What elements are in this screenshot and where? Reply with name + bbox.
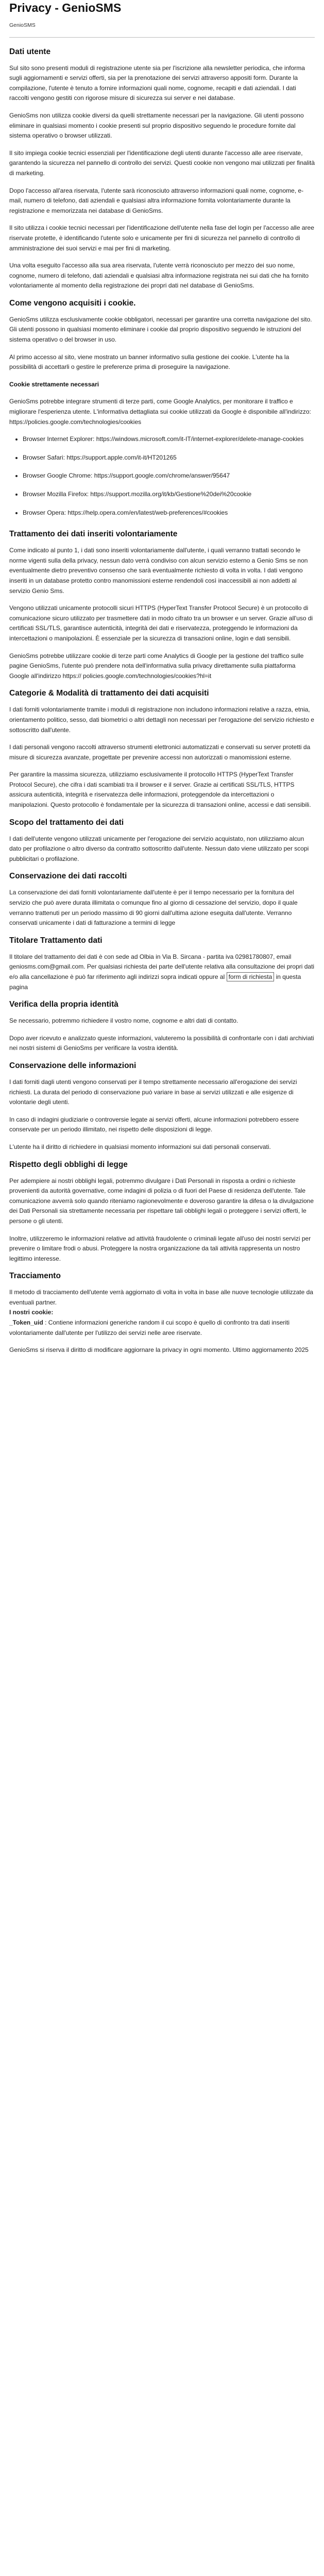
paragraph: Sul sito sono presenti moduli di registrazione utente sia per l'iscrizione alla newsletter periodica, che informa sugli aggiornamenti e servizi offerti, sia per la prenotazione dei servizi attraverso appositi form. Durante la compilazione, l'utente è tenuto a fornire informazioni quali nome, cognome, recapiti e dati aziendali. I dati raccolti vengono gestiti con rigorose misure di sicurezza sui server e nei database. (9, 64, 305, 102)
paragraph: Dopo aver ricevuto e analizzato queste informazioni, valuteremo la possibilità di confrontarle con i dati archiviati nei nostri sistemi di GenioSms per verificare la vostra identità. (9, 1034, 314, 1052)
tracciamento-text: Il metodo di tracciamento dell'utente verrà aggiornato di volta in volta in base alle nuove tecnologie utilizzate da eventuali partner. (9, 1289, 313, 1306)
section-verifica (9, 999, 315, 1054)
section-heading: Rispetto degli obblighi di legge (9, 1160, 128, 1169)
paragraph: In caso di indagini giudiziarie o controversie legate ai servizi offerti, alcune informazioni potrebbero essere conservate per un periodo illimitato, nei rispetto delle disposizioni di legge. (9, 1115, 299, 1133)
paragraph: Al primo accesso al sito, viene mostrato un banner informativo sulla gestione dei cookie. L'utente ha la possibilità di accettarli o gestire le preferenze prima di proseguire la navigazione. (9, 353, 289, 371)
section-heading: Conservazione delle informazioni (9, 1061, 137, 1070)
section-heading: Conservazione dei dati raccolti (9, 872, 127, 881)
browser-links-list (9, 434, 315, 518)
header-divider (9, 37, 315, 38)
paragraph (9, 952, 315, 992)
page-title: Privacy - GenioSMS (9, 1, 122, 14)
paragraph: Se necessario, potremmo richiedere il vostro nome, cognome e altri dati di contatto. (9, 1017, 238, 1025)
paragraph: GenioSms potrebbe integrare strumenti di terze parti, come Google Analytics, per monitorare il traffico e migliorare l'esperienza utente. L'informativa dettagliata sui cookie utilizzati da Google è disponibile all'indirizzo: https://policies.google.com/technologies/cookies (9, 398, 311, 426)
token-label: _Token_uid (9, 1319, 43, 1327)
paragraph: La conservazione dei dati forniti volontariamente dall'utente è per il tempo necessario per la fornitura del servizio che può avere durata illimitata o comunque fino al giorno di cessazione del servizio, dopo il quale verranno trattenuti per un periodo massimo di 90 giorni dall'ultima azione eseguita dall'utente. Verranno conservati unicamente i dati di fatturazione a termini di legge (9, 889, 298, 927)
paragraph: I dati forniti dagli utenti vengono conservati per il tempo strettamente necessario all'erogazione dei servizi richiesti. La durata del periodo di conservazione può variare in base ai servizi utilizzati e alle esigenze di volontarie degli utenti. (9, 1078, 297, 1106)
section-heading: Categorie & Modalità di trattamento dei dati acquisiti (9, 689, 209, 698)
section-obblighi (9, 1160, 315, 1264)
section-trattamento (9, 529, 315, 681)
section-heading: Titolare Trattamento dati (9, 936, 103, 945)
browser-link-firefox[interactable]: • Browser Mozilla Firefox: https://support.mozilla.org/it/kb/Gestione%20dei%20cookie (23, 489, 315, 500)
paragraph: L'utente ha il diritto di richiedere in qualsiasi momento informazioni sui dati personali conservati. (9, 1143, 271, 1150)
paragraph: Per garantire la massima sicurezza, utilizziamo esclusivamente il protocollo HTTPS (HyperText Transfer Protocol Secure), che cifra i dati scambiati tra il browser e il server. Grazie ai certificati SSL/TLS, HTTPS assicura autenticità, integrità e riservatezza delle informazioni, proteggendole da intercettazioni o manipolazioni. Questo protocollo è fondamentale per la sicurezza di transazioni online, accessi e dati sensibili. (9, 771, 311, 809)
section-heading: Dati utente (9, 47, 51, 56)
brand-name: GenioSMS (9, 22, 36, 28)
subheading-cookie-necessari: Cookie strettamente necessari (9, 380, 99, 388)
paragraph: GenioSms non utilizza cookie diversi da quelli strettamente necessari per la navigazione. Gli utenti possono eliminare in qualsiasi momento i cookie presenti sul proprio dispositivo seguendo le procedure fornite dal sistema operativo o browser utilizzati. (9, 111, 304, 140)
section-tracciamento (9, 1271, 315, 1355)
request-form-link[interactable]: form di richiesta (227, 972, 275, 981)
paragraph: I dati forniti volontariamente tramite i moduli di registrazione non includono informazioni relative a razza, etnia, orientamento politico, sesso, dati biometrici o altri dettagli non necessari per l'erogazione del servizio richiesto e sottoscritto dall'utente. (9, 706, 314, 734)
section-heading: Trattamento dei dati inseriti volontariamente (9, 530, 178, 539)
browser-link-safari[interactable]: • Browser Safari: https://support.apple.com/it-it/HT201265 (23, 453, 315, 463)
browser-link-chrome[interactable]: • Browser Google Chrome: https://support.google.com/chrome/answer/95647 (23, 471, 315, 481)
paragraph: Vengono utilizzati unicamente protocolli sicuri HTTPS (HyperText Transfer Protocol Secure) è un protocollo di comunicazione sicuro utilizzato per trasmettere dati in modo cifrato tra un browser e un server. Grazie all'uso di certificati SSL/TLS, garantisce autenticità, integrità dei dati e riservatezza, proteggendo le informazioni da intercettazioni o manipolazioni. È essenziale per la sicurezza di transazioni online, login e dati sensibili. (9, 604, 313, 642)
section-conservazione (9, 871, 315, 928)
section-titolare (9, 936, 315, 992)
paragraph: I dati dell'utente vengono utilizzati unicamente per l'erogazione dei servizio acquistato, non utilizziamo alcun dato per profilazione o altro diverso da contratto sottoscritto dall'utente. Nessun dato viene utilizzato per scopi pubblicitari o profilazione. (9, 835, 309, 862)
paragraph: Inoltre, utilizzeremo le informazioni relative ad attività fraudolente o criminali legate all'uso dei nostri servizi per prevenire o limitare frodi o abusi. Proteggere la nostra organizzazione da tali attività rappresenta un nostro legittimo interesse. (9, 1234, 311, 1262)
cookies-label: I nostri cookie: (9, 1309, 54, 1316)
paragraph: Come indicato al punto 1, i dati sono inseriti volontariamente dall'utente, i quali verranno trattati secondo le norme vigenti sulla della privacy, nessun dato verrà condiviso con alcun servizio esterno a Genio Sms se non eventualmente dietro preventivo consenso che sarà eventualmente richiesto di volta in volta. I dati vengono inseriti in un database protetto contro manomissioni esterne rendendoli così inaccessibili ai non addetti al servizio Genio Sms. (9, 547, 308, 595)
titolare-text: Il titolare del trattamento dei dati è con sede ad Olbia in Via B. Sircana - partita iva 02981780807, email geniosms.com@gmail.com. Per qualsiasi richiesta dei parte dell'utente relativa alla consultazione dei propri dati e/o alla cancellazione è può far riferimento agli indirizzi sopra indicati oppure al (9, 953, 315, 980)
section-categorie (9, 688, 315, 810)
paragraph: Il sito utilizza i cookie tecnici necessari per l'identificazione dell'utente nella fase del login per l'accesso alle aree riservate protette, è identificando l'utente solo e unicamente per fini di sicurezza nel pannello di controllo di amministrazione dei suoi servizi e mai per fini di marketing. (9, 224, 314, 252)
paragraph: I dati personali vengono raccolti attraverso strumenti elettronici automatizzati e conservati su server protetti da misure di sicurezza avanzate, progettate per prevenire accessi non autorizzati o manomissioni esterne. (9, 743, 311, 761)
closing-paragraph: GenioSms si riserva il diritto di modificare aggiornare la privacy in ogni momento. Ultimo aggiornamento 2025 (9, 1346, 309, 1354)
paragraph: Dopo l'accesso all'area riservata, l'utente sarà riconosciuto attraverso informazioni quali nome, cognome, e-mail, numero di telefono, dati aziendali e qualsiasi altra informazione fornita volontariamente durante la registrazione e memorizzata nei database di GenioSms. (9, 187, 304, 214)
section-dati-utente (9, 47, 315, 291)
section-heading: Verifica della propria identità (9, 1000, 118, 1009)
browser-link-ie[interactable]: • Browser Internet Explorer: https://windows.microsoft.com/it-IT/internet-explorer/delete-manage-cookies (23, 434, 315, 445)
section-conservazione-info (9, 1061, 315, 1153)
titolare-tail: in questa pagina (9, 973, 301, 991)
token-description: : Contiene informazioni generiche random il cui scopo è quello di confronto tra dati inseriti volontariamente dall'utente per l'utilizzo dei servizi nelle aree riservate. (9, 1319, 290, 1336)
section-heading: Come vengono acquisiti i cookie. (9, 298, 136, 308)
paragraph: GenioSms utilizza esclusivamente cookie obbligatori, necessari per garantire una corretta navigazione del sito. Gli utenti possono in qualsiasi momento eliminare i cookie dal proprio dispositivo seguendo le istruzioni del sistema operativo o del browser in uso. (9, 315, 312, 344)
browser-link-opera[interactable]: • Browser Opera: https://help.opera.com/en/latest/web-preferences/#cookies (23, 508, 315, 518)
section-cookie (9, 298, 315, 518)
section-scopo (9, 818, 315, 865)
paragraph (9, 1287, 315, 1338)
section-heading: Scopo del trattamento dei dati (9, 818, 124, 827)
paragraph: Per adempiere ai nostri obblighi legali, potremmo divulgare i Dati Personali in risposta a ordini o richieste provenienti da autorità governative, come indagini di polizia o di fuori del Paese di residenza dell'utente. Tale comunicazione avverrà solo quando riteniamo ragionevolmente e doveroso garantire la difesa o la divulgazione dei Dati Personali sia strettamente necessaria per rispettare tali obblighi legali o proteggere i servizi offerti, le persone o gli utenti. (9, 1177, 314, 1225)
paragraph: GenioSms potrebbe utilizzare cookie di terze parti come Analytics di Google per la gestione del traffico sulle pagine GenioSms, l'utente può prendere nota dell'informativa sulla privacy direttamente sulla piattaforma Google all'indirizzo https:// policies.google.com/technologies/cookies?hl=it (9, 652, 304, 680)
section-heading: Tracciamento (9, 1272, 61, 1281)
paragraph: Il sito impiega cookie tecnici essenziali per l'identificazione degli utenti durante l'accesso alle aree riservate, garantendo la sicurezza nel pannello di controllo dei servizi. Questi cookie non vengono mai utilizzati per finalità di marketing. (9, 149, 315, 177)
paragraph: Una volta eseguito l'accesso alla sua area riservata, l'utente verrà riconosciuto per mezzo dei suo nome, cognome, numero di telefono, dati aziendali e qualsiasi altra informazione registrata nei sui dati che ha fornito volontariamente al momento della registrazione dei propri dati nel database di GenioSms. (9, 262, 309, 290)
